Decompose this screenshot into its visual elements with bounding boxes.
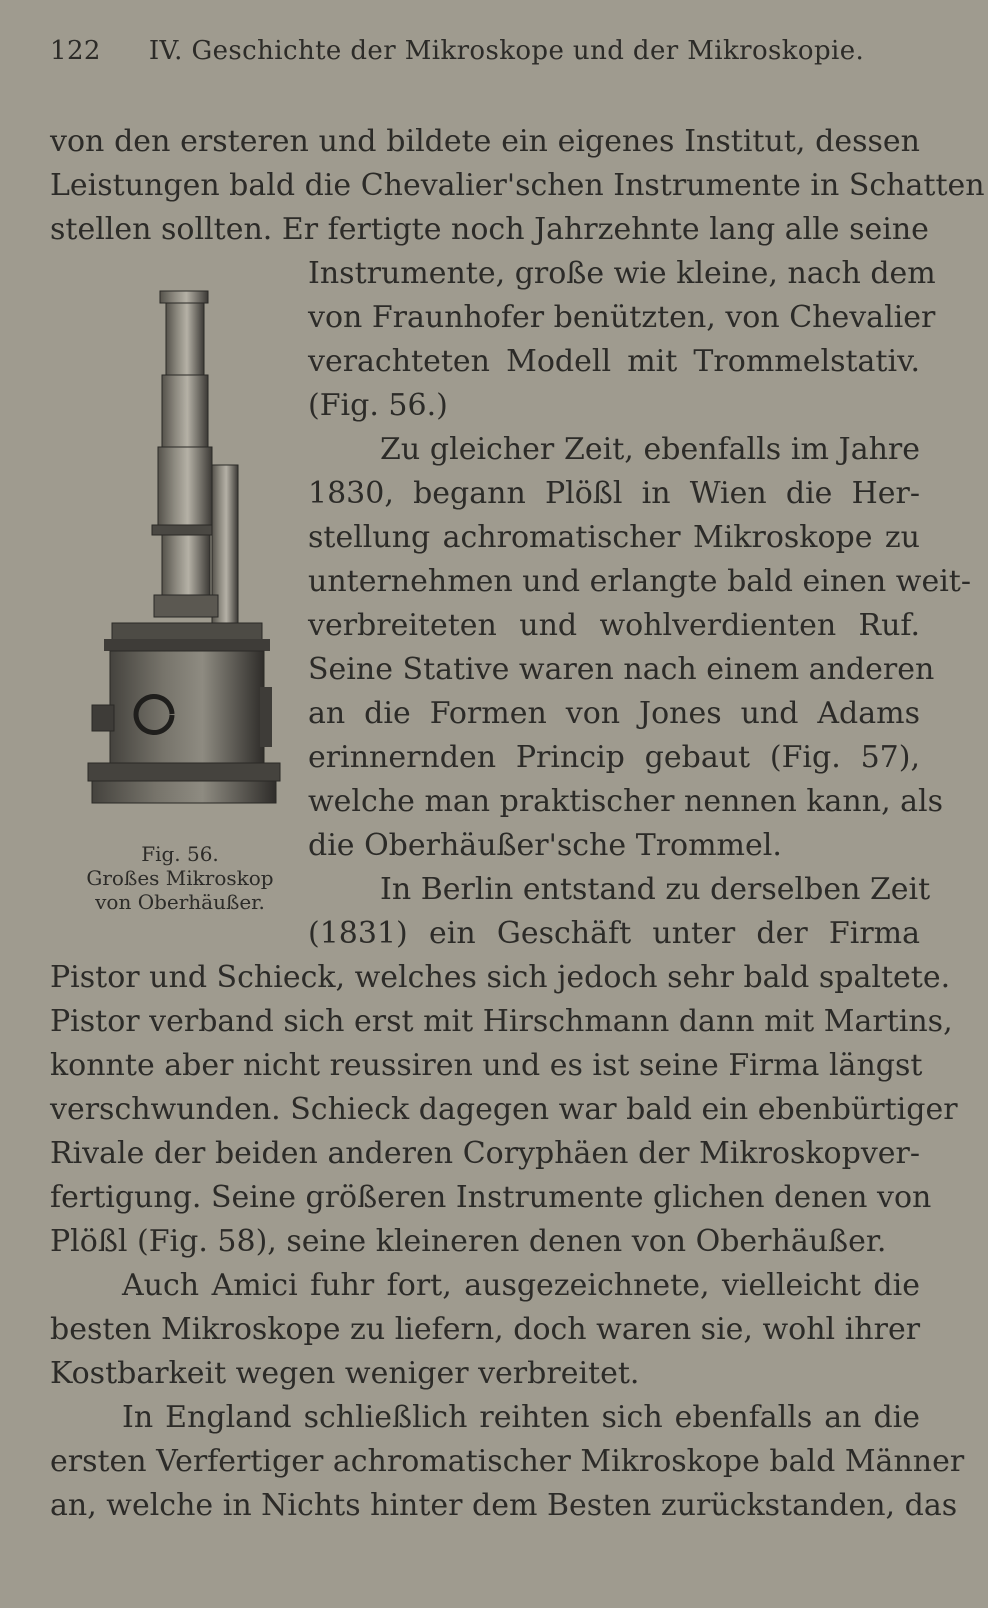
- text-line: Plößl (Fig. 58), seine kleineren denen von Oberhäußer.: [50, 1224, 887, 1259]
- text-line: Auch Amici fuhr fort, ausgezeichnete, vielleicht die: [122, 1268, 920, 1303]
- running-title: IV. Geschichte der Mikroskope und der Mikroskopie.: [148, 36, 865, 66]
- text-line: stellung achromatischer Mikroskope zu: [308, 520, 920, 555]
- text-line: Pistor verband sich erst mit Hirschmann dann mit Martins,: [50, 1004, 953, 1039]
- page-number: 122: [50, 36, 101, 66]
- text-line: Seine Stative waren nach einem anderen: [308, 652, 935, 687]
- text-line: ersten Verfertiger achromatischer Mikroskope bald Männer: [50, 1444, 965, 1479]
- text-line: In England schließlich reihten sich ebenfalls an die: [122, 1400, 920, 1435]
- text-line: verschwunden. Schieck dagegen war bald ein ebenbürtiger: [50, 1092, 958, 1127]
- text-line: (Fig. 56.): [308, 388, 448, 423]
- text-line: verachteten Modell mit Trommelstativ.: [308, 344, 920, 379]
- figure-caption: [60, 842, 300, 914]
- text-line: an, welche in Nichts hinter dem Besten zurückstanden, das: [50, 1488, 958, 1523]
- figure-label: Fig. 56.: [141, 842, 219, 866]
- text-line: verbreiteten und wohlverdienten Ruf.: [308, 608, 920, 643]
- paragraph-bottom: [50, 956, 965, 1528]
- running-header: [50, 36, 930, 66]
- text-line: Pistor und Schieck, welches sich jedoch sehr bald spaltete.: [50, 960, 951, 995]
- text-line: fertigung. Seine größeren Instrumente glichen denen von: [50, 1180, 932, 1215]
- text-line: an die Formen von Jones und Adams: [308, 696, 920, 731]
- caption-line: von Oberhäußer.: [95, 890, 265, 914]
- text-line: unternehmen und erlangte bald einen weit-: [308, 564, 972, 599]
- text-line: Instrumente, große wie kleine, nach dem: [308, 256, 936, 291]
- text-line: In Berlin entstand zu derselben Zeit: [380, 872, 931, 907]
- text-line: erinnernden Princip gebaut (Fig. 57),: [308, 740, 920, 775]
- text-line: Zu gleicher Zeit, ebenfalls im Jahre: [380, 432, 920, 467]
- text-line: (1831) ein Geschäft unter der Firma: [308, 916, 920, 951]
- text-line: 1830, begann Plößl in Wien die Her-: [308, 476, 920, 511]
- text-line: die Oberhäußer'sche Trommel.: [308, 828, 782, 863]
- microscope-illustration: [82, 285, 282, 825]
- text-line: besten Mikroskope zu liefern, doch waren sie, wohl ihrer: [50, 1312, 921, 1347]
- text-line: von Fraunhofer benützten, von Chevalier: [308, 300, 936, 335]
- text-line: konnte aber nicht reussiren und es ist seine Firma längst: [50, 1048, 923, 1083]
- text-line: von den ersteren und bildete ein eigenes Institut, dessen: [50, 124, 920, 159]
- caption-line: Großes Mikroskop: [86, 866, 274, 890]
- text-line: stellen sollten. Er fertigte noch Jahrzehnte lang alle seine: [50, 212, 929, 247]
- paragraph-top: [50, 120, 985, 252]
- text-line: Leistungen bald die Chevalier'schen Instrumente in Schatten: [50, 168, 985, 203]
- text-line: Rivale der beiden anderen Coryphäen der Mikroskopver-: [50, 1136, 920, 1171]
- text-line: welche man praktischer nennen kann, als: [308, 784, 944, 819]
- text-line: Kostbarkeit wegen weniger verbreitet.: [50, 1356, 640, 1391]
